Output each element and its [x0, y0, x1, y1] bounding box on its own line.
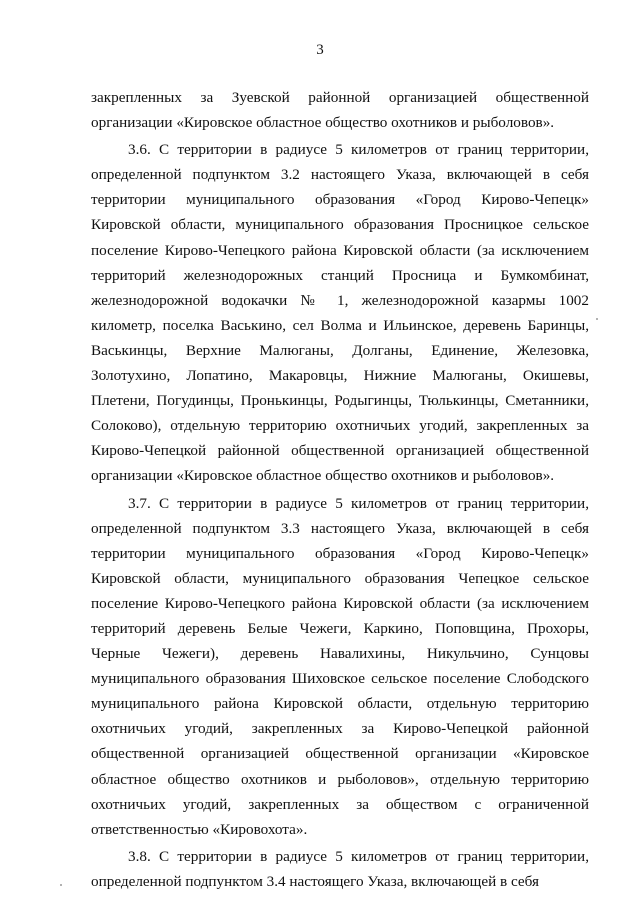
page-number: 3 [316, 42, 324, 58]
paragraph-3-8: 3.8. С территории в радиусе 5 километров от границ территории, определенной подпунктом 3.4 настоящего Указа, включающей в себя [91, 847, 589, 890]
scan-speck [60, 884, 62, 886]
document-body [91, 85, 589, 896]
paragraph-3-7: 3.7. С территории в радиусе 5 километров от границ территории, определенной подпунктом 3.3 настоящего Указа, включающей в себя территории муниципального образования «Город Кирово-Чепецк» Кировской области, муниципального образования Чепецкое сельское поселение Кирово-Чепецкого района Кировской области (за исключением территорий деревень Белые Чежеги, Каркино, Поповщина, Прохоры, Черные Чежеги), деревень Навалихины, Никульчино, Сунцовы муниципального образования Шиховское сельское поселение Слободского муниципального района Кировской области, отдельную территорию охотничьих угодий, закрепленных за Кирово-Чепецкой районной общественной организацией общественной организации «Кировское областное общество охотников и рыболовов», отдельную территорию охотничьих угодий, закрепленных за обществом с ограниченной ответственностью «Кировохота». [91, 494, 589, 838]
paragraph-3-6: 3.6. С территории в радиусе 5 километров от границ территории, определенной подпунктом 3.2 настоящего Указа, включающей в себя территории муниципального образования «Город Кирово-Чепецк» Кировской области, муниципального образования Просницкое сельское поселение Кирово-Чепецкого района Кировской области (за исключением территорий железнодорожных станций Просница и Бумкомбинат, железнодорожной водокачки № 1, железнодорожной казармы 1002 километр, поселка Васькино, сел Волма и Ильинское, деревень Баринцы, Васькинцы, Верхние Малюганы, Долганы, Единение, Железовка, Золотухино, Лопатино, Макаровцы, Нижние Малюганы, Окишевы, Плетени, Погудинцы, Пронькинцы, Родыгинцы, Тюлькинцы, Сметанники, Солоково), отдельную территорию охотничьих угодий, закрепленных за Кирово-Чепецкой районной общественной организацией общественной организации «Кировское областное общество охотников и рыболовов». [91, 141, 589, 485]
scan-speck [596, 318, 598, 320]
paragraph-continuation: закрепленных за Зуевской районной организацией общественной организации «Кировское областное общество охотников и рыболовов». [91, 89, 589, 132]
